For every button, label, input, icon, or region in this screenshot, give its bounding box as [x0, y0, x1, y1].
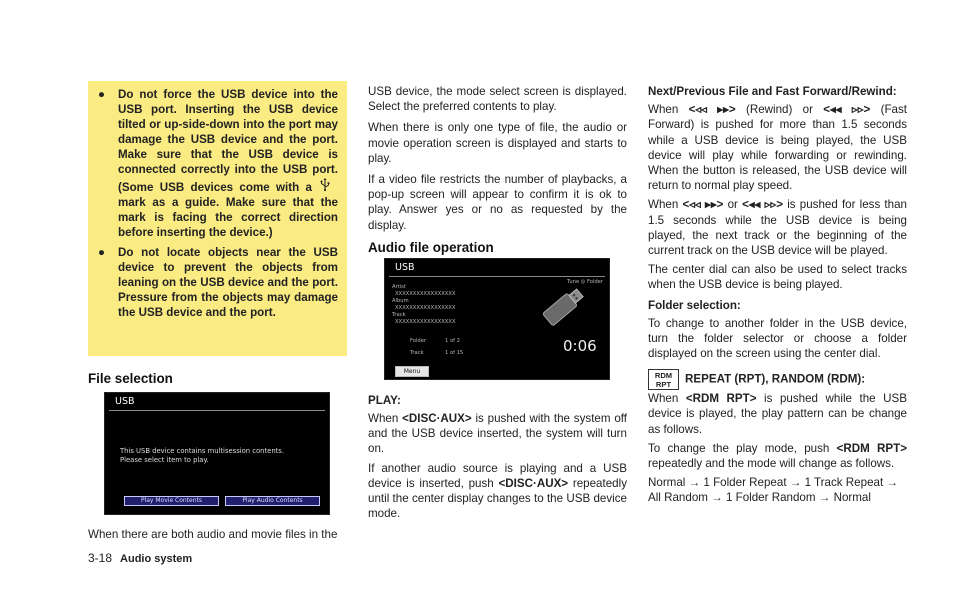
play-movie-button[interactable]: Play Movie Contents — [124, 496, 219, 506]
paragraph — [648, 197, 907, 258]
file-selection-heading: File selection — [88, 371, 173, 386]
paragraph — [368, 461, 627, 522]
mode-indicator: Tune ◎ Folder — [566, 279, 603, 285]
page-footer — [88, 551, 192, 565]
track-value: XXXXXXXXXXXXXXXXX — [395, 319, 456, 325]
folder-value: 1 of 2 — [445, 338, 460, 344]
paragraph: The center dial can also be used to select tracks when the USB device is being played. — [648, 263, 907, 292]
screen-divider — [389, 276, 605, 277]
artist-label: Artist — [392, 284, 406, 290]
caution-text-1a: Do not force the USB device into the USB port. Inserting the USB device tilted or up-side-down into the port may damage the USB device and the port. Make sure that the USB device is connected correctly into the USB port. (Some USB devices come with a — [118, 88, 338, 194]
bullet-icon: ● — [98, 88, 106, 101]
text: or — [723, 198, 743, 212]
caution-box — [88, 81, 347, 356]
rpt-label: RPT — [655, 380, 672, 390]
screen-title: USB — [115, 396, 135, 407]
text: If another audio source is playing and a USB device is inserted, push — [368, 461, 627, 490]
play-audio-button[interactable]: Play Audio Contents — [225, 496, 320, 506]
text: is pushed while the USB device is played, the play pattern can be change as follows. — [648, 392, 908, 436]
screen-message-line1: This USB device contains multisession contents. — [120, 447, 284, 455]
text: is pushed for less than 1.5 seconds while the USB device is being played, the next track or the beginning of the current track on the USB device will be played. — [648, 198, 907, 258]
column-3 — [648, 84, 907, 506]
text: (Rewind) or — [735, 103, 824, 117]
rdm-rpt-key: <RDM RPT> — [685, 392, 757, 406]
paragraph — [648, 441, 907, 471]
track-number-value: 1 of 15 — [445, 350, 464, 356]
paragraph — [648, 391, 907, 437]
track-label: Track — [392, 312, 406, 318]
album-label: Album — [392, 298, 409, 304]
play-heading: PLAY: — [368, 394, 401, 407]
rewind-key: <◃◃ ▸▸> — [682, 198, 724, 212]
screen-message-line2: Please select item to play. — [120, 456, 209, 464]
section-name: Audio system — [120, 553, 193, 565]
bullet-icon: ● — [98, 245, 106, 259]
track-number-label: Track — [410, 350, 424, 356]
usb-audio-screen — [384, 258, 610, 380]
playback-time: 0:06 — [563, 337, 597, 355]
column-2 — [368, 84, 627, 255]
fast-forward-key: <◂◂ ▹▹> — [742, 198, 784, 212]
paragraph: To change to another folder in the USB device, turn the folder selector or choose a folder displayed on the screen using the center dial. — [648, 316, 907, 361]
caution-text-2: Do not locate objects near the USB device to prevent the objects from leaning on the USB device and the port. Pressure from the objects may damage the USB device and the port. — [118, 245, 338, 320]
disc-aux-key: <DISC·AUX> — [498, 476, 569, 490]
album-value: XXXXXXXXXXXXXXXXX — [395, 305, 456, 311]
next-previous-heading: Next/Previous File and Fast Forward/Rewind: — [648, 85, 897, 98]
usb-trident-icon — [312, 178, 338, 195]
paragraph — [368, 411, 627, 457]
usb-stick-icon — [535, 281, 591, 333]
caution-text-1b: mark as a guide. Make sure that the mark is facing the correct direction before inserting the device.) — [118, 195, 338, 239]
audio-file-heading: Audio file operation — [368, 239, 494, 255]
rdm-rpt-button-icon — [648, 369, 679, 390]
repeat-random-heading-row — [648, 369, 907, 390]
rewind-key: <◃◃ ▸▸> — [688, 103, 736, 117]
rdm-label: RDM — [654, 371, 673, 381]
fast-forward-key: <◂◂ ▹▹> — [823, 103, 871, 117]
paragraph: USB device, the mode select screen is displayed. Select the preferred contents to play. — [368, 85, 627, 114]
screen-divider — [109, 410, 325, 411]
play-mode-sequence: Normal → 1 Folder Repeat → 1 Track Repeat → All Random → 1 Folder Random → Normal — [648, 476, 899, 505]
text: (Fast Forward) is pushed for more than 1.5 seconds while a USB device is being played, the USB device will play while forwarding or rewinding. When the button is released, the USB device will return to normal play speed. — [648, 103, 908, 193]
repeat-random-heading: REPEAT (RPT), RANDOM (RDM): — [685, 372, 866, 386]
caution-item — [98, 87, 338, 240]
disc-aux-key: <DISC·AUX> — [402, 412, 472, 425]
paragraph — [648, 102, 907, 193]
text: is pushed with the system off and the USB device inserted, the system will turn on. — [368, 412, 627, 456]
paragraph: If a video file restricts the number of playbacks, a pop-up screen will appear to confirm it is ok to play. Answer yes or no as requested by the display. — [368, 173, 627, 232]
text: repeatedly and the mode will change as follows. — [648, 457, 895, 471]
text: repeatedly until the center display changes to the USB device mode. — [368, 476, 627, 521]
text: To change the play mode, push — [648, 441, 837, 455]
paragraph: When there is only one type of file, the audio or movie operation screen is displayed and starts to play. — [368, 121, 627, 165]
artist-value: XXXXXXXXXXXXXXXXX — [395, 291, 456, 297]
text: When — [368, 412, 403, 425]
text: When — [648, 392, 686, 406]
folder-selection-heading: Folder selection: — [648, 298, 741, 312]
page-number: 3-18 — [88, 551, 113, 565]
file-selection-para: When there are both audio and movie files in the — [88, 528, 338, 541]
text: When — [648, 198, 683, 212]
rdm-rpt-key: <RDM RPT> — [836, 441, 908, 455]
usb-select-screen — [104, 392, 330, 515]
folder-label: Folder — [410, 338, 427, 344]
screen-title: USB — [395, 262, 415, 273]
text: When — [648, 103, 689, 117]
caution-item — [98, 245, 338, 320]
menu-button[interactable]: Menu — [395, 366, 429, 377]
column-2-lower — [368, 394, 627, 521]
